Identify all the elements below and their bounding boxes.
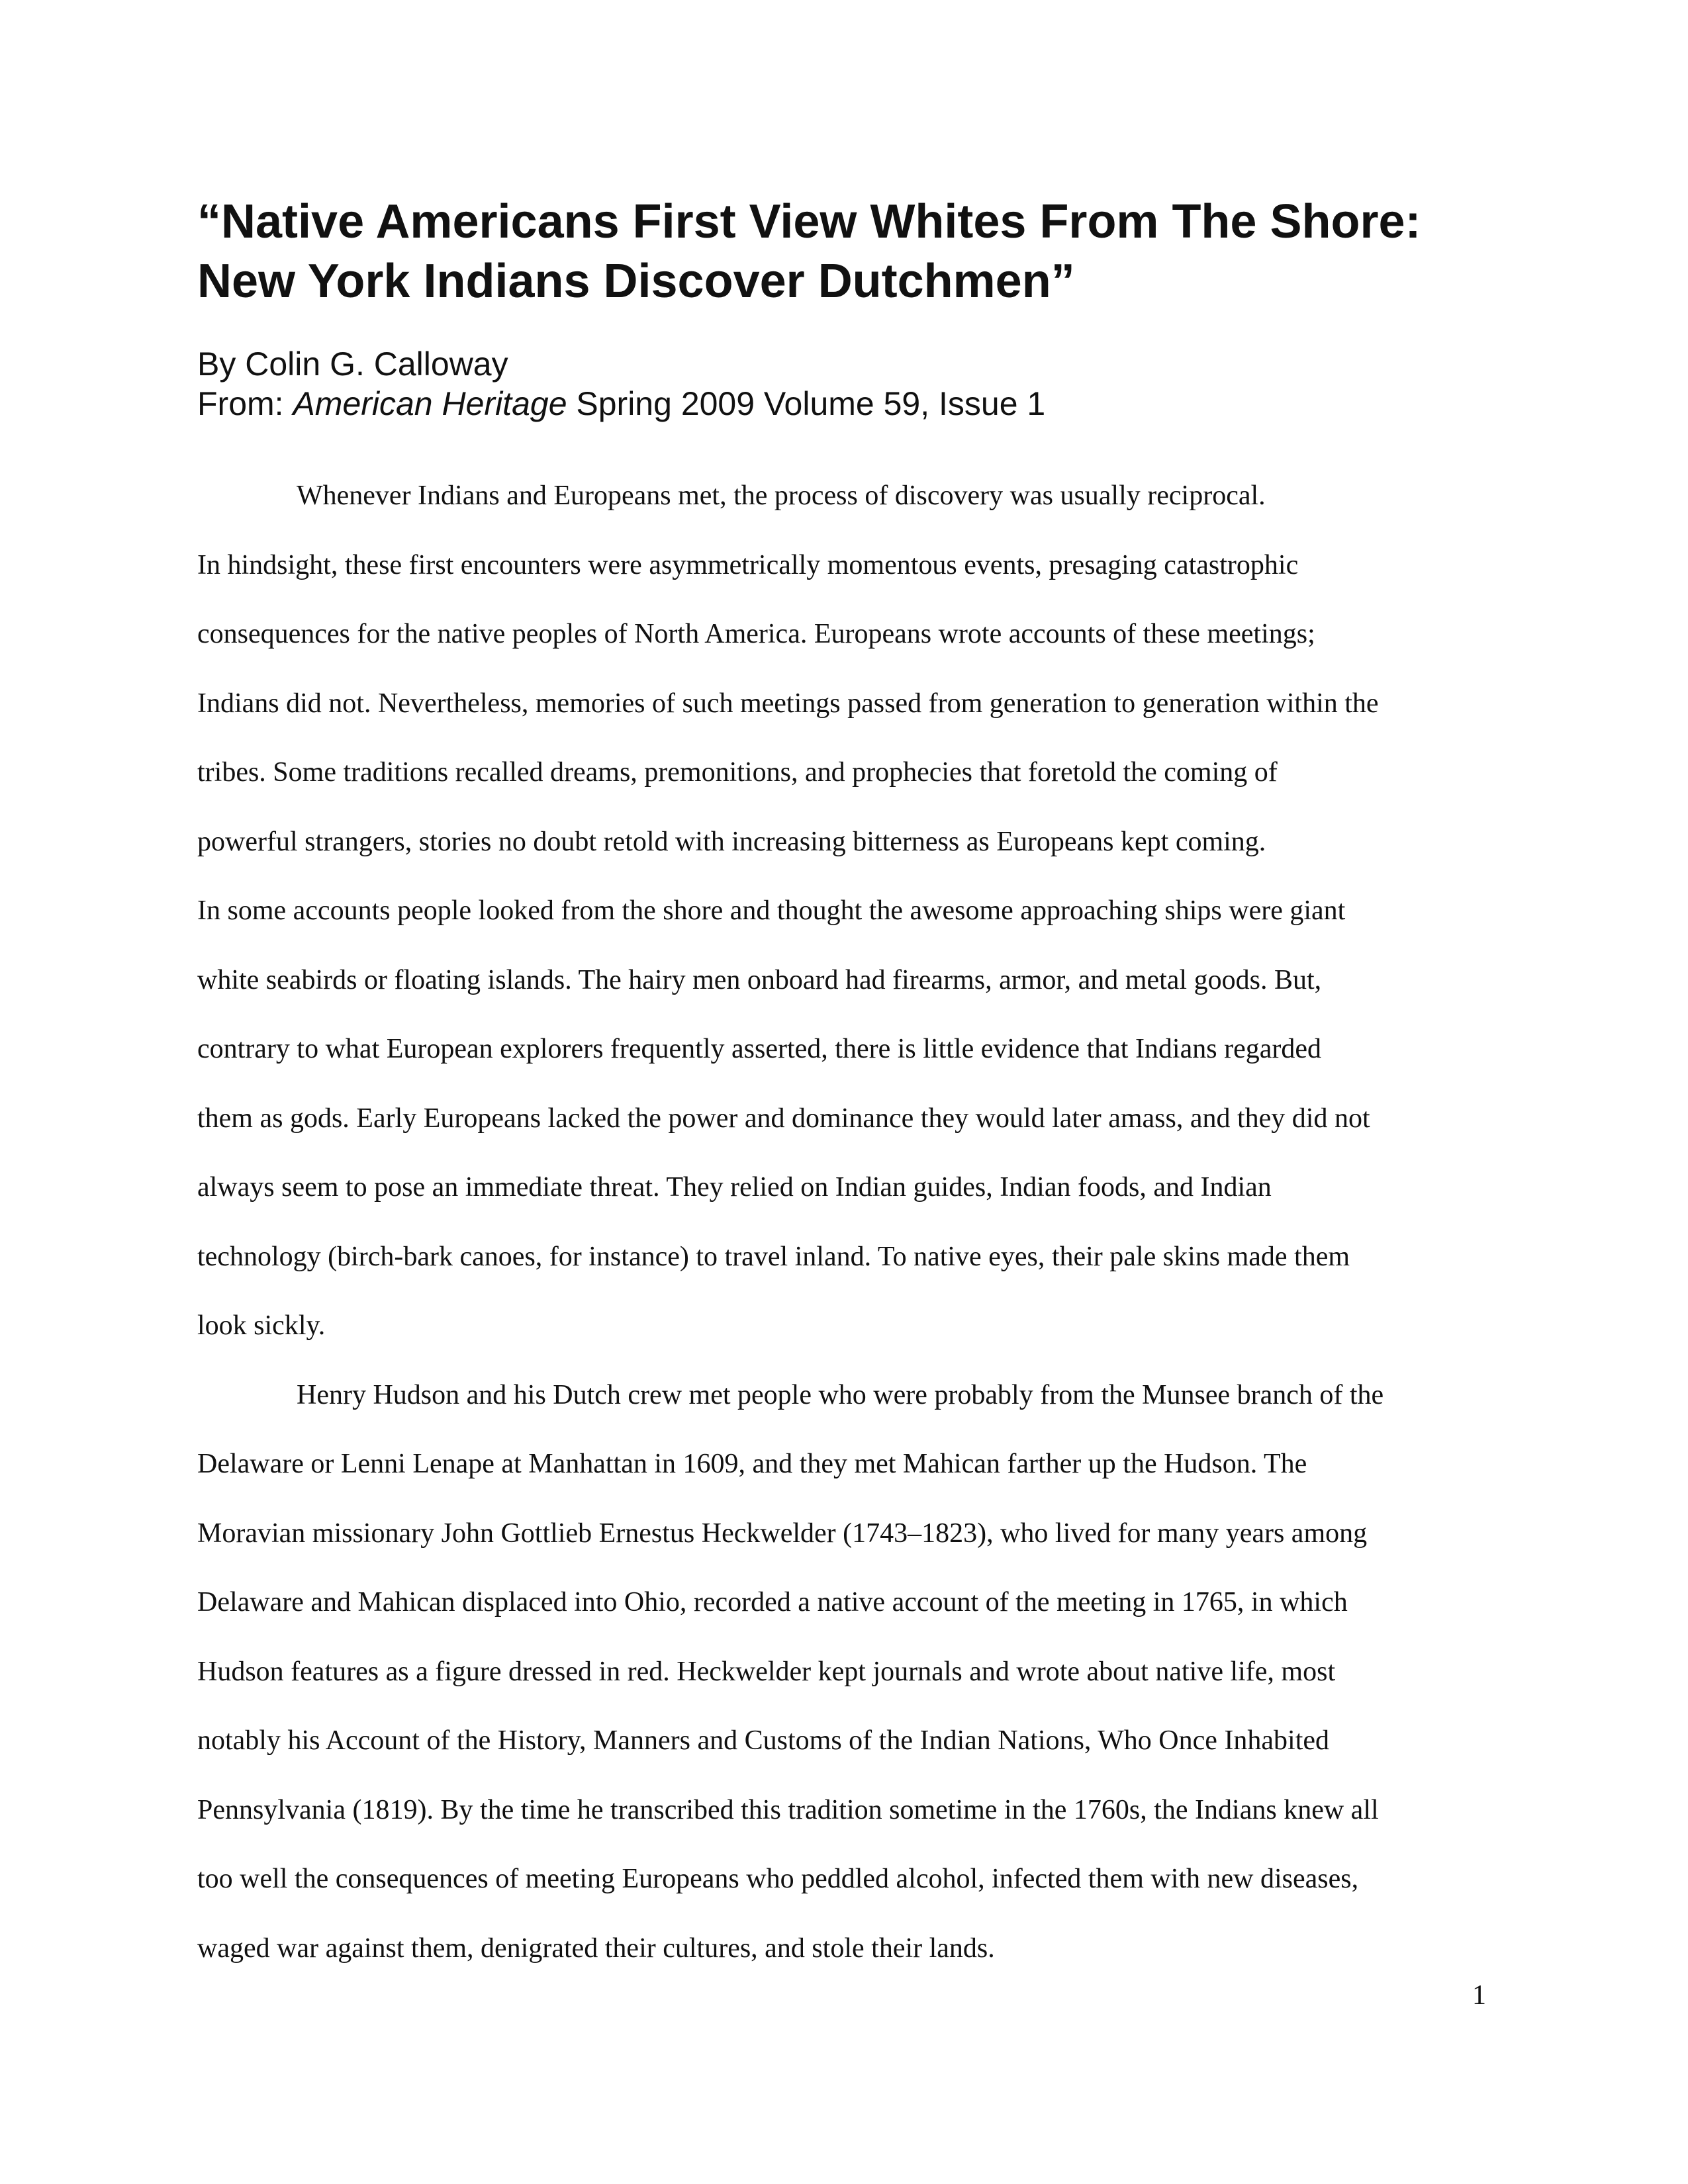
body-line: contrary to what European explorers frequently asserted, there is little evidence that Indians regarded (197, 1034, 1321, 1064)
body-line: Whenever Indians and Europeans met, the process of discovery was usually reciprocal. (297, 480, 1266, 511)
article-body (197, 461, 1495, 1983)
body-line: Delaware and Mahican displaced into Ohio, recorded a native account of the meeting in 1765, in which (197, 1587, 1348, 1617)
body-line: Moravian missionary John Gottlieb Ernestus Heckwelder (1743–1823), who lived for many years among (197, 1518, 1368, 1549)
body-line: always seem to pose an immediate threat. They relied on Indian guides, Indian foods, and Indian (197, 1172, 1272, 1203)
issue-info: Spring 2009 Volume 59, Issue 1 (567, 385, 1046, 422)
publication-name: American Heritage (293, 385, 567, 422)
body-line: Indians did not. Nevertheless, memories of such meetings passed from generation to generation within the (197, 688, 1379, 719)
body-line: In some accounts people looked from the shore and thought the awesome approaching ships were giant (197, 895, 1346, 926)
article-title (197, 192, 1521, 311)
source-line (197, 384, 1045, 424)
body-line: Pennsylvania (1819). By the time he transcribed this tradition sometime in the 1760s, the Indians knew all (197, 1794, 1379, 1825)
body-line: technology (birch-bark canoes, for instance) to travel inland. To native eyes, their pale skins made them (197, 1241, 1350, 1272)
article-title-line-2: New York Indians Discover Dutchmen” (197, 255, 1075, 308)
page-number: 1 (1472, 1980, 1486, 2011)
body-line: In hindsight, these first encounters were asymmetrically momentous events, presaging catastrophic (197, 549, 1299, 580)
body-line: notably his Account of the History, Manners and Customs of the Indian Nations, Who Once Inhabited (197, 1725, 1330, 1756)
article-title-line-1: “Native Americans First View Whites From The Shore: (197, 195, 1421, 248)
body-line: white seabirds or floating islands. The hairy men onboard had firearms, armor, and metal goods. But, (197, 964, 1322, 995)
body-line: consequences for the native peoples of North America. Europeans wrote accounts of these meetings; (197, 619, 1315, 649)
byline (197, 344, 1045, 424)
body-line: tribes. Some traditions recalled dreams, premonitions, and prophecies that foretold the coming of (197, 757, 1278, 788)
body-line: powerful strangers, stories no doubt retold with increasing bitterness as Europeans kept coming. (197, 826, 1266, 857)
body-line: Hudson features as a figure dressed in red. Heckwelder kept journals and wrote about native life, most (197, 1656, 1336, 1687)
body-line: waged war against them, denigrated their cultures, and stole their lands. (197, 1933, 995, 1964)
body-line: look sickly. (197, 1310, 326, 1341)
body-line: Henry Hudson and his Dutch crew met people who were probably from the Munsee branch of the (297, 1379, 1384, 1410)
source-prefix: From: (197, 385, 293, 422)
body-line: Delaware or Lenni Lenape at Manhattan in 1609, and they met Mahican farther up the Hudson. The (197, 1449, 1307, 1479)
author-line: By Colin G. Calloway (197, 345, 508, 383)
body-line: too well the consequences of meeting Europeans who peddled alcohol, infected them with new diseases, (197, 1864, 1359, 1894)
body-line: them as gods. Early Europeans lacked the power and dominance they would later amass, and they did not (197, 1103, 1370, 1134)
